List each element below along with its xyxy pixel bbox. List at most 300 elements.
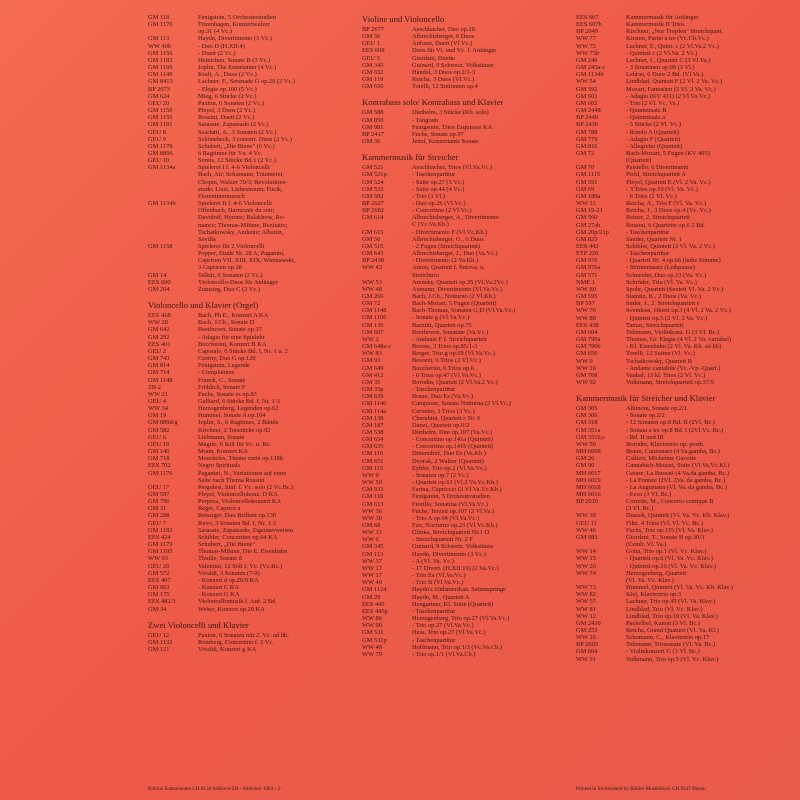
catalog-title: Aumann, Divertimento (Vl.Va.Vc.)	[412, 285, 503, 293]
catalog-title: - Konzert d op.26/9 KA	[198, 576, 259, 584]
catalog-number: GM 538	[362, 428, 384, 436]
catalog-entry	[576, 286, 790, 293]
catalog-title: - Elegie op.160 (5 Vc.)	[198, 85, 257, 93]
catalog-number: GM 515	[362, 242, 384, 250]
catalog-entry	[362, 229, 576, 236]
catalog-number: WW 9	[576, 357, 593, 365]
catalog-title: Reicha, Grand Quatuor (Vl. Va. Kl.)	[626, 626, 719, 634]
catalog-title: Fuchs, Sonate op.97	[412, 130, 464, 138]
catalog-number: GM 790b	[576, 343, 601, 351]
catalog-title: Herzogenberg, Legenden op.62	[198, 405, 279, 413]
catalog-number: GM 718	[148, 455, 170, 463]
catalog-number: GM 1149	[148, 71, 173, 79]
catalog-title: Torelli, 12 Sinfonien op.4	[412, 83, 478, 91]
catalog-title: Cesare, La Bussati (4 Va.da gamba, Bc.)	[626, 469, 730, 477]
catalog-number	[148, 236, 198, 243]
catalog-entry	[362, 221, 576, 228]
catalog-number: GM 643	[362, 250, 384, 258]
catalog-number: GM 648a-c	[362, 343, 392, 351]
catalog-entry	[362, 629, 576, 636]
catalog-number: WW 49	[362, 643, 382, 651]
catalog-number: BP 2605	[576, 641, 598, 649]
catalog-entry	[148, 326, 362, 333]
catalog-entry	[148, 584, 362, 591]
catalog-number: GM 35p	[362, 386, 384, 394]
catalog-number: GM 502	[362, 192, 384, 200]
catalog-title: Albinoni, Sonate op.2/1	[626, 405, 688, 413]
catalog-number: GEU 2	[148, 347, 166, 355]
catalog-title: - Duett (2 Vc.)	[198, 49, 236, 57]
catalog-number: WW 81	[576, 605, 596, 613]
catalog-columns	[148, 14, 790, 782]
catalog-title: - Suite op.27 (3 Vc.)	[412, 178, 465, 186]
catalog-entry	[576, 143, 790, 150]
catalog-entry	[362, 293, 576, 300]
catalog-title: - Quartett op.61 (Vl.2 Va.Vc.Kb.)	[412, 479, 498, 487]
catalog-number: EES 438	[576, 321, 599, 329]
catalog-entry	[362, 365, 576, 372]
catalog-entry	[576, 279, 790, 286]
catalog-title: Beethoven, Sonatine (Va.Vc.)	[412, 328, 489, 336]
catalog-number: WW 21	[148, 390, 168, 398]
catalog-entry	[576, 634, 790, 641]
catalog-number: GM 35	[362, 378, 381, 386]
catalog-number: GEU 4	[148, 397, 166, 405]
catalog-title: Volkmann, Trio op.5 (Vl. Vc. Klav.)	[626, 655, 719, 663]
catalog-entry	[576, 264, 790, 271]
catalog-entry	[576, 200, 790, 207]
catalog-title: - Suite op.44 (4 Vc.)	[412, 185, 465, 193]
catalog-title: - Konzert G KA	[198, 591, 240, 599]
catalog-number: MH 6008	[576, 448, 601, 456]
catalog-number: GM 1106	[362, 314, 387, 322]
catalog-entry	[576, 129, 790, 136]
catalog-number: WW 55	[576, 598, 596, 606]
catalog-number: GM 604	[576, 328, 598, 336]
catalog-title: Lachner, I., Quartett C (3 Vl.Va.)	[626, 56, 711, 64]
catalog-entry	[148, 348, 362, 355]
catalog-entry	[362, 117, 576, 124]
catalog-entry	[362, 572, 576, 579]
catalog-number: GM 521	[362, 164, 384, 172]
catalog-title: - Sonate op.2/2	[626, 412, 665, 420]
catalog-number: GM 635	[362, 443, 384, 451]
catalog-title: 6 Ragtimes für 3 u. 4 Vc.	[198, 149, 263, 157]
catalog-entry	[362, 644, 576, 651]
catalog-title: - Konzert C KA	[198, 584, 239, 592]
catalog-entry	[362, 486, 576, 493]
catalog-entry	[362, 379, 576, 386]
catalog-number: GM 70	[576, 164, 595, 172]
catalog-title: - 6 Trios op.47 (Vl.Va.Vc.)	[412, 371, 481, 379]
catalog-title: Sevilla	[198, 235, 216, 243]
catalog-number: GM 615	[362, 228, 384, 236]
catalog-title: Saite nach Thema Rossini	[198, 476, 265, 484]
catalog-number: GM 602	[576, 99, 598, 107]
catalog-title: Hummel, Sonate A op.104	[198, 412, 266, 420]
catalog-entry	[362, 55, 576, 62]
catalog-number: GM 933	[362, 486, 384, 494]
catalog-number	[362, 272, 412, 279]
column-1	[148, 14, 362, 653]
catalog-number: WW 17	[362, 572, 382, 580]
catalog-title: - 6 Trios (2 Vl. Vc.)	[626, 192, 677, 200]
catalog-entry	[148, 632, 362, 639]
catalog-title: Fröhlich, Sonate F	[198, 383, 246, 391]
catalog-number: WW 79	[362, 650, 382, 658]
catalog-entry	[362, 131, 576, 138]
catalog-title: Boccherini, Konzert B KA	[198, 340, 267, 348]
catalog-number: GM 652	[362, 68, 384, 76]
catalog-entry	[576, 656, 790, 663]
catalog-number: GM 604	[576, 648, 598, 656]
catalog-number: GM 714	[148, 369, 170, 377]
catalog-entry	[148, 548, 362, 555]
catalog-title: Fux, Nocturno op.23 (Vl.Vc.Kb.)	[412, 522, 498, 529]
catalog-title: Herzogenberg, Quartett	[626, 569, 687, 577]
catalog-title: Porpora, Violoncellokonzert KA	[198, 498, 282, 506]
catalog-entry	[148, 419, 362, 426]
catalog-title: Duos für Vl. und Vc. f. Anfänger	[412, 47, 497, 55]
catalog-entry	[362, 164, 576, 171]
catalog-title: Bach, Air; Schumann, Träumerei;	[198, 171, 285, 179]
catalog-entry	[576, 613, 790, 620]
catalog-title: Pleyel, Quartett E (Vl. 2 Va. Vc.)	[626, 178, 711, 186]
catalog-title: Cherubini, Quartett c Nr. 6	[412, 414, 481, 422]
catalog-entry	[576, 272, 790, 279]
catalog-entry	[576, 441, 790, 448]
catalog-entry	[576, 434, 790, 441]
catalog-number: MH 6017	[576, 469, 601, 477]
catalog-title: - Taschenpartitur	[626, 250, 670, 258]
catalog-number: GM 68	[362, 522, 381, 529]
catalog-entry	[362, 186, 576, 193]
catalog-number	[576, 505, 626, 512]
catalog-title: Lindblad, Trio op.10 (Vl. Va. Klav.)	[626, 612, 718, 620]
catalog-number	[148, 250, 198, 257]
catalog-number: GM 118	[362, 493, 384, 501]
catalog-title: - Taschenpartitur	[626, 228, 670, 236]
catalog-title: Paxton, 6 Sonaten mit 2. Vc. ad lib.	[198, 631, 289, 639]
catalog-title: Violoncellomusik f. Anf. 2 Bd.	[198, 598, 277, 606]
catalog-number: GM 90	[576, 462, 595, 470]
catalog-title: Schubert, „Die Biene" (6 Vc.)	[198, 142, 275, 150]
catalog-entry	[148, 214, 362, 221]
catalog-number: BP 2449	[576, 114, 598, 122]
catalog-entry	[362, 33, 576, 40]
catalog-title: - 2 Fugen (Streichquartett)	[412, 242, 480, 250]
catalog-number: WW 37	[362, 557, 382, 565]
catalog-number: WW 48	[362, 285, 382, 293]
catalog-title: Spielerei für 2 Violoncelli	[198, 243, 265, 250]
catalog-entry	[576, 93, 790, 100]
catalog-number: GM 119	[362, 76, 384, 84]
catalog-title: Spielerei II f. 4-6 Violoncelli	[198, 200, 272, 208]
catalog-number: WW 28	[148, 319, 168, 327]
catalog-number: GM 246	[576, 56, 598, 64]
catalog-title: Schönebeck, 3 concert. Duos (2 Vc.)	[198, 135, 292, 143]
catalog-number: EES 445p	[362, 607, 388, 615]
catalog-title: Franck, C., Sonate	[198, 376, 246, 384]
catalog-entry	[148, 43, 362, 50]
catalog-entry	[576, 498, 790, 505]
catalog-number: WW 40	[362, 579, 382, 587]
catalog-entry	[148, 157, 362, 164]
catalog-entry	[576, 229, 790, 236]
catalog-title: (Quartett)	[626, 157, 652, 165]
catalog-title: Paisiello, 6 Divertimenti	[626, 164, 689, 172]
section-heading: Kammermusik für Streicher	[362, 152, 459, 163]
catalog-title: Magito, 6 Soli für Vc. u. Bc.	[198, 440, 272, 448]
catalog-title: Borodin, Klaviertrio op. posth.	[626, 440, 705, 448]
catalog-title: Kraft, A., Duos (2 Vc.)	[198, 71, 257, 79]
catalog-entry	[148, 541, 362, 548]
catalog-number: GM 651	[362, 457, 384, 465]
catalog-entry	[576, 164, 790, 171]
catalog-title: Vivaldi, Konzert g KA	[198, 645, 257, 653]
catalog-number: GM 601	[576, 92, 598, 100]
catalog-entry	[148, 179, 362, 186]
catalog-number: GM 19-21	[576, 207, 603, 215]
catalog-title: Svendsen, Oktett op.3 (4 Vl. 2 Va. 2 Vc.)	[626, 307, 731, 315]
catalog-entry	[576, 171, 790, 178]
catalog-title: Ruvo, 3 Sonaten Bd. I, Nr. 1-3	[198, 519, 277, 527]
catalog-number: EES 407	[148, 576, 171, 584]
catalog-entry	[576, 86, 790, 93]
catalog-number: WW 16	[576, 364, 596, 372]
catalog-number: GM 116	[362, 450, 384, 458]
catalog-number: GM 115	[362, 464, 384, 472]
catalog-entry	[148, 639, 362, 646]
catalog-title: Diethelm, 3 Stücke (Kb. solo)	[412, 109, 489, 117]
catalog-title: - Sonata a tre op.8 Bd. I (2Vl.Vc. Bc.)	[626, 426, 724, 434]
catalog-entry	[148, 312, 362, 319]
catalog-title: Kiel, Klaviertrio op.3	[626, 591, 682, 599]
catalog-number: GM 93	[362, 357, 381, 365]
catalog-number: WW 90	[362, 622, 382, 630]
catalog-title: Kirchner, „Nur Tropfen" Streichquart.	[626, 28, 724, 36]
catalog-number: BP 2682	[362, 207, 384, 215]
catalog-entry	[576, 179, 790, 186]
catalog-title: Sarasate, Zapateado (2 Vc.)	[198, 121, 269, 129]
catalog-title: Scarlatti, A., 3 Sonaten (2 Vc.)	[198, 128, 277, 136]
catalog-title: Streichtrio	[412, 271, 439, 279]
catalog-title: Giordani, Duette	[412, 54, 455, 62]
catalog-title: Guinard, 9 Schweiz. Volkstänze	[412, 543, 494, 551]
catalog-number: GM 814	[148, 362, 170, 370]
catalog-title: Violoncello-Duos für Anfänger	[198, 278, 278, 286]
catalog-entry	[362, 565, 576, 572]
catalog-entry	[362, 193, 576, 200]
catalog-title: Albrechtsberger, 6 Duos	[412, 33, 475, 41]
catalog-title: Tschaikowsky, Andante; Albeniz,	[198, 228, 284, 236]
catalog-number: GM 140	[148, 448, 170, 456]
catalog-entry	[362, 515, 576, 522]
catalog-title: - A (Vl. Va. Vc.)	[412, 557, 454, 565]
catalog-title: Lehrau, 6 Duos 2 Bd. (Vl.Va.)	[626, 71, 704, 79]
catalog-title: Bach, Ph.E., Konzert A KA	[198, 312, 269, 320]
catalog-entry	[362, 286, 576, 293]
catalog-number	[148, 186, 198, 193]
catalog-entry	[576, 257, 790, 264]
catalog-title: - Streichquartett Nr. 2 F	[412, 536, 473, 544]
catalog-entry	[362, 300, 576, 307]
catalog-entry	[148, 512, 362, 519]
catalog-title: Reicha, J., 3 Duos op.4 (Vc. Vc.)	[626, 207, 711, 215]
catalog-title: Pergolesi, Sinf. f. Vc. solo (2 Vc.Bc.)	[198, 483, 294, 491]
catalog-title: - Ecco (3 Vl. Bc.)	[626, 491, 672, 498]
catalog-title: Lindblad, Quintett F (2 Vl. 2 Va. Vc.)	[626, 78, 723, 86]
catalog-title: Kirsten, Partie a tre (Vc.Cb.Vc.)	[626, 35, 709, 43]
catalog-number: WW 30	[362, 514, 382, 522]
catalog-number: GM 816	[576, 142, 598, 150]
catalog-title: Calliert, Michelme Gavotte	[626, 455, 697, 463]
catalog-number: GM 531p	[362, 636, 387, 644]
catalog-entry	[148, 35, 362, 42]
catalog-title: Bach-Thomas, Sonaten G,D (Vl.Va.Vc.)	[412, 307, 516, 315]
catalog-title: Jettel, Konzertante Sonate	[412, 138, 479, 146]
catalog-number	[148, 222, 198, 229]
catalog-title: Lachner, Trio op.45 (Vl. Va. Klav.)	[626, 598, 716, 606]
catalog-entry	[362, 314, 576, 321]
catalog-title: - Divertimento F (Vl.Vc.Kb.)	[412, 228, 488, 236]
catalog-entry	[576, 570, 790, 577]
catalog-entry	[148, 405, 362, 412]
catalog-title: Telkür, 6 Sonaten (2 Vc.)	[198, 271, 263, 279]
catalog-entry	[576, 584, 790, 591]
catalog-number: WW 39	[576, 512, 596, 520]
catalog-number	[148, 477, 198, 484]
catalog-title: Davidoff, Hymne; Balakirew, Ro-	[198, 214, 285, 222]
catalog-entry	[576, 300, 790, 307]
catalog-title: - Allegretto (Quartett)	[626, 142, 683, 150]
catalog-title: Sander, Quartett Nr. 1	[626, 235, 683, 243]
catalog-entry	[362, 558, 576, 565]
catalog-number: GM 136	[362, 321, 384, 329]
catalog-number: GM 351a	[576, 426, 601, 434]
catalog-entry	[576, 548, 790, 555]
catalog-number: GM 779	[576, 135, 598, 143]
catalog-title: - Trio op.27 (Vl.Va.Vc.)	[412, 622, 474, 630]
page-footer	[148, 786, 790, 792]
catalog-number	[148, 207, 198, 214]
catalog-entry	[148, 136, 362, 143]
catalog-number	[148, 214, 198, 221]
catalog-title: Bach-Mozart, 5 Fugen (KV 405)	[626, 149, 710, 157]
catalog-number: EES 607	[576, 14, 599, 21]
catalog-number: GM 1134a	[148, 164, 176, 172]
catalog-entry	[362, 350, 576, 357]
catalog-number: BP 2436	[576, 121, 598, 129]
catalog-number: GM 624	[148, 92, 170, 100]
catalog-title: - Quintett op.5 (2 Vl. 2 Va. Vc.)	[626, 314, 708, 322]
catalog-title: Fiorillo, Sonatina (Vl.Va.Vc.)	[412, 500, 488, 508]
catalog-entry	[576, 307, 790, 314]
catalog-number: GEU 20	[148, 99, 170, 107]
catalog-number: GM 591	[576, 178, 598, 186]
catalog-title: - Adagio für eine Spieluhr	[198, 333, 265, 341]
catalog-entry	[148, 93, 362, 100]
catalog-number: GM 56	[362, 33, 381, 41]
catalog-title: Gotta, Trio op.1 (Vl. Vc. Klav.)	[626, 548, 707, 556]
catalog-number: GM 187	[362, 421, 384, 429]
catalog-title: Händel, 3 Duos op.2/1-3	[412, 68, 476, 76]
catalog-title: (3 Vl. Bc.)	[626, 505, 654, 513]
catalog-entry	[148, 279, 362, 286]
catalog-title: Pichl, Streichquartett A	[626, 171, 686, 179]
catalog-entry	[576, 35, 790, 42]
catalog-number: WW 75b	[576, 49, 600, 57]
catalog-title: Aeschbacher, Duo op.20	[412, 26, 475, 33]
catalog-title: Berens, 3 Trios op.85/1-3	[412, 343, 478, 351]
catalog-number: WW 82	[576, 591, 596, 599]
catalog-entry	[362, 543, 576, 550]
catalog-entry	[576, 193, 790, 200]
catalog-title: - Taschenpartitur	[412, 607, 456, 615]
catalog-entry	[362, 26, 576, 33]
catalog-title: - 3 Trios op.10 (Vl. Va. Vc.)	[626, 185, 698, 193]
catalog-title: Sarasate, Zapateado, Zigeunerweisen	[198, 526, 294, 534]
catalog-entry	[362, 171, 576, 178]
catalog-entry	[148, 606, 362, 613]
catalog-number: WW 88	[576, 314, 596, 322]
catalog-number: GM 572	[148, 569, 170, 577]
catalog-title: C (Vc.Va.Kb.)	[412, 221, 449, 229]
catalog-number: MH 6018	[576, 483, 601, 491]
catalog-number: GM 788	[576, 128, 598, 136]
catalog-entry	[576, 477, 790, 484]
catalog-number: EES 702	[148, 462, 171, 470]
catalog-title: Vivaldi, 3 Sonaten (7-9)	[198, 569, 260, 577]
catalog-number: NME 1	[576, 278, 595, 286]
catalog-entry	[576, 157, 790, 164]
catalog-number: GM 2448	[576, 107, 601, 115]
catalog-number: EES 607b	[576, 21, 602, 29]
catalog-entry	[362, 608, 576, 615]
catalog-title: Kammermusik II Trios	[626, 21, 685, 29]
catalog-title: Haydn, M., Quartett A	[412, 593, 470, 601]
catalog-number: BP 2627	[362, 199, 384, 207]
catalog-title: - Andante F f. Streichquartett	[412, 335, 487, 343]
catalog-entry	[362, 207, 576, 214]
catalog-title: Hess, Trio op.27 (Vl.Va.Vc.)	[412, 629, 486, 637]
catalog-title: Somis, 12 Stücke Bd.1 (2 Vc.)	[198, 157, 276, 165]
catalog-entry	[148, 470, 362, 477]
catalog-number: WW 80	[576, 285, 596, 293]
catalog-entry	[576, 462, 790, 469]
catalog-entry	[362, 109, 576, 116]
section-heading: Kammermusik für Streicher und Klavier	[576, 393, 716, 404]
catalog-entry	[576, 577, 790, 584]
catalog-entry	[148, 498, 362, 505]
catalog-number: GM 305	[576, 405, 598, 413]
catalog-title: Berger, Trio g op.69 (Vl.Va.Vc.)	[412, 350, 495, 358]
catalog-entry	[148, 577, 362, 584]
catalog-number: MH 6019	[576, 476, 601, 484]
catalog-title: Bazzini, Quartett op.75	[412, 321, 472, 329]
section-heading: Zwei Violoncelli und Klavier	[148, 619, 249, 630]
catalog-entry	[576, 315, 790, 322]
catalog-entry	[362, 536, 576, 543]
catalog-number: GM 2430	[576, 619, 601, 627]
catalog-title: Popper, Etude Nr. 28 A; Paganini,	[198, 250, 285, 258]
catalog-number: WW 33	[362, 529, 382, 537]
catalog-number: GM 345	[362, 543, 384, 551]
catalog-title: - Duo op.26 (Vl.Vc.)	[412, 199, 466, 207]
catalog-entry	[576, 427, 790, 434]
catalog-entry	[148, 114, 362, 121]
catalog-title: (Cemb. Vl. Va.)	[626, 541, 667, 549]
